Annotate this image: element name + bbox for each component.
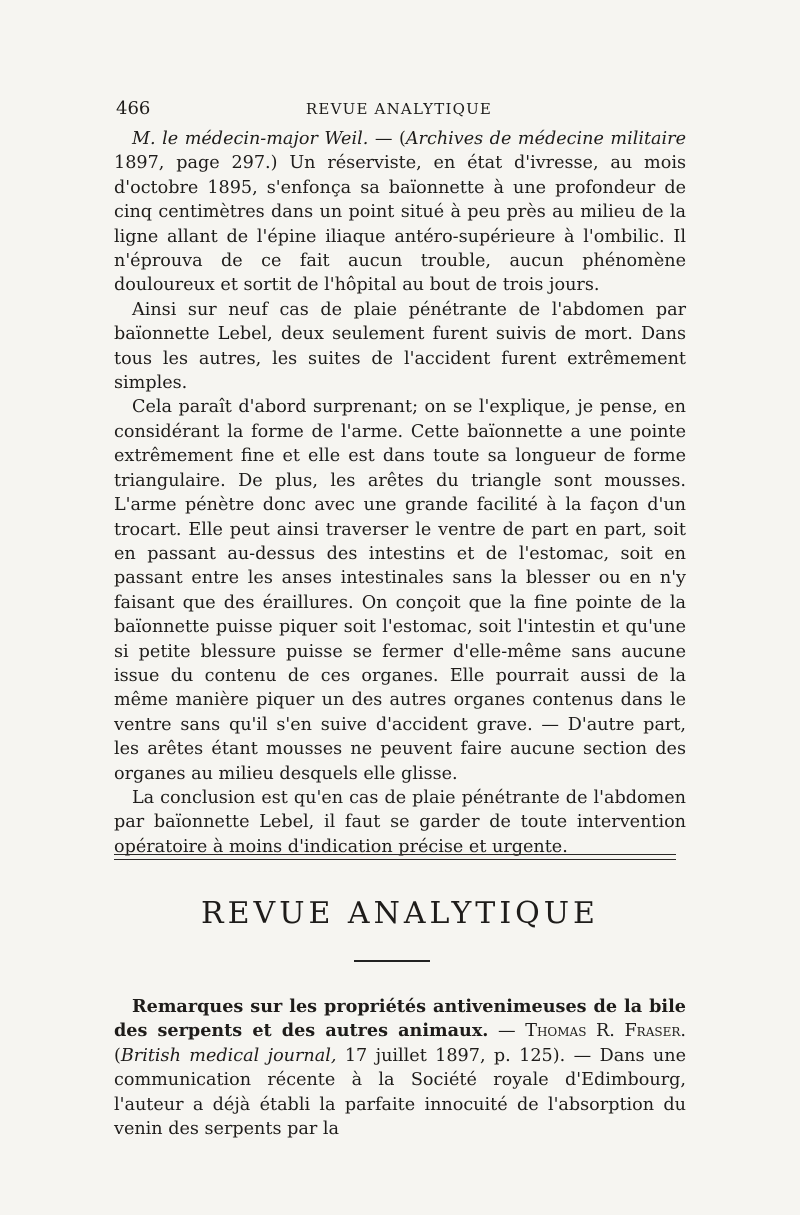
article-date: 17 juillet 1897, p. 125). (336, 1045, 566, 1066)
article-author: Thomas R. Fraser. (525, 1021, 686, 1042)
paragraph-1: 1897, page 297.) Un réserviste, en état d'ivresse, au mois d'octobre 1895, s'enfonça sa baïonnette à une profondeur de cinq centimètres dans un point situé à peu près au milieu de la ligne allant de l'épine iliaque antéro-supérieure à l'ombilic. Il n'éprouva de ce fait aucun trouble, aucun phénomène douloureux et sortit de l'hôpital au bout de trois jours. (114, 153, 686, 296)
page-number: 466 (116, 98, 151, 119)
paragraph-3: Cela paraît d'abord surprenant; on se l'explique, je pense, en considérant la forme de l'arme. Cette baïonnette a une pointe extrêmement fine et elle est dans toute sa longueur de forme triangulaire. De plus, les arêtes du triangle sont mousses. L'arme pénètre donc avec une grande facilité à la façon d'un trocart. Elle peut ainsi traverser le ventre de part en part, soit en passant au-dessus des intestins et de l'estomac, soit en passant entre les anses intestinales sans la blesser ou en n'y faisant que des éraillures. On conçoit que la fine pointe de la baïonnette puisse piquer soit l'estomac, soit l'intestin et qu'une si petite blessure puisse se fermer d'elle-même sans aucune issue du contenu de ces organes. Elle pourrait aussi de la même manière piquer un des autres organes contenus dans le ventre sans qu'il s'en suive d'accident grave. — D'autre part, les arêtes étant mousses ne peuvent faire aucune section des organes au milieu desquels elle glisse. (114, 397, 686, 784)
article-paragraph (114, 995, 686, 1141)
section-underline (354, 960, 430, 962)
paragraph-citation (114, 127, 686, 298)
divider-bottom (114, 859, 676, 860)
citation-author: M. le médecin-major Weil. (132, 129, 369, 149)
article-journal: British medical journal, (120, 1045, 337, 1066)
article-body: — Dans une communication récente à la Société royale d'Edimbourg, l'auteur a déjà établi la parfaite innocuité de l'absorption du venin des serpents par la (114, 1045, 687, 1140)
section-title: REVUE ANALYTIQUE (201, 896, 599, 931)
running-head (114, 98, 684, 122)
paren-open: ( (114, 1045, 121, 1066)
running-title: REVUE ANALYTIQUE (305, 100, 493, 118)
divider-top (114, 854, 676, 855)
article-title: Remarques sur les propriétés antivenimeuses de la bile des serpents et des autres animaux. (114, 996, 686, 1042)
citation-journal: Archives de médecine militaire (405, 129, 686, 149)
paragraph-2: Ainsi sur neuf cas de plaie pénétrante de l'abdomen par baïonnette Lebel, deux seulement furent suivis de mort. Dans tous les autres, les suites de l'accident furent extrêmement simples. (114, 299, 686, 394)
paragraph-4: La conclusion est qu'en cas de plaie pénétrante de l'abdomen par baïonnette Lebel, il faut se garder de toute intervention opératoire à moins d'indication précise et urgente. (114, 787, 686, 857)
dash-1: — (488, 1021, 526, 1042)
lower-text (114, 995, 686, 1141)
citation-dash: — ( (368, 129, 406, 149)
upper-text (114, 127, 686, 859)
